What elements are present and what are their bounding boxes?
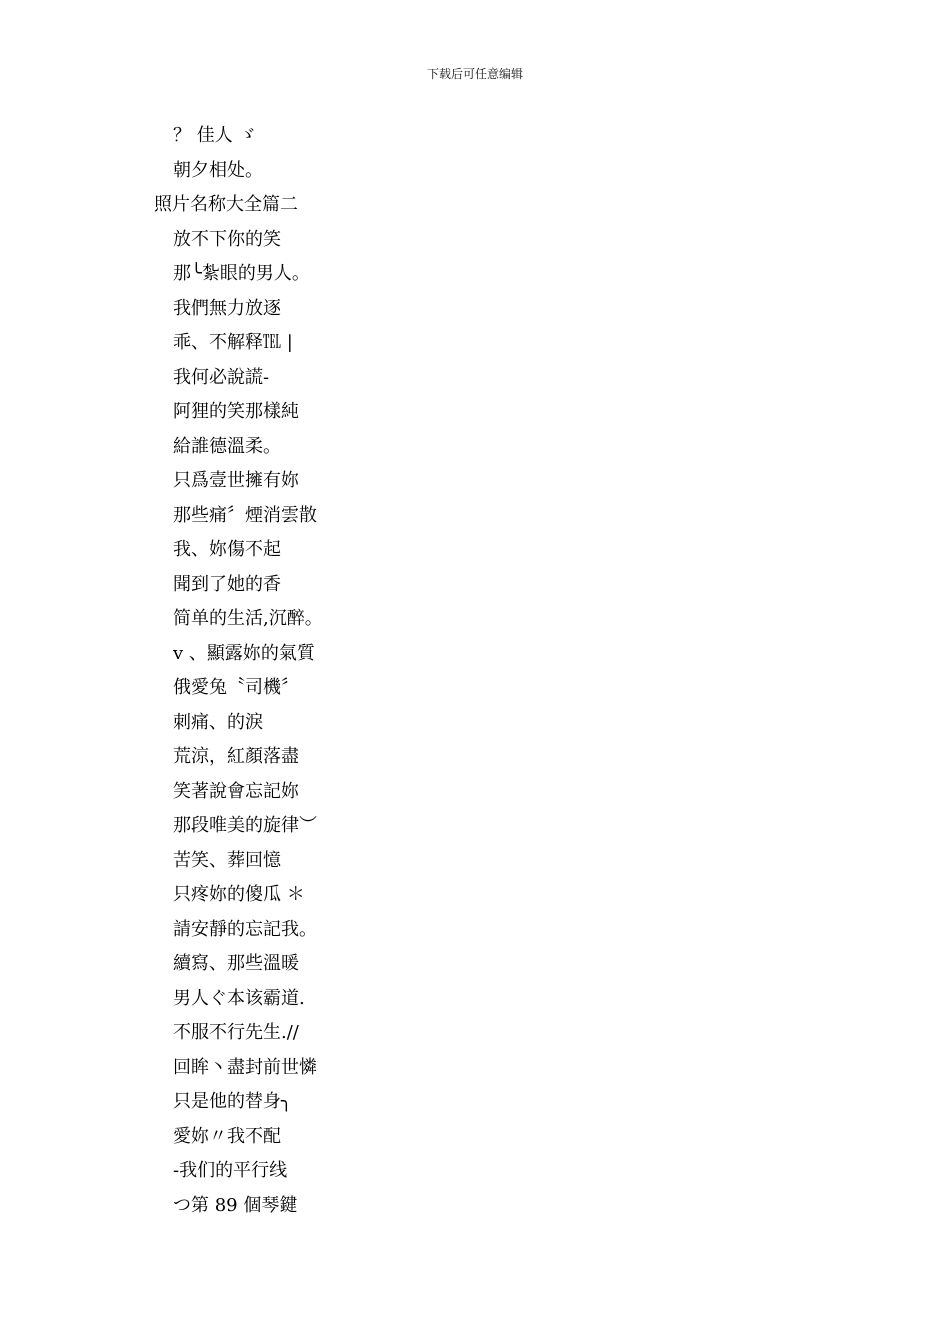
text-line: 我何必說謊- [173,366,270,388]
text-line: 只爲壹世擁有妳 [173,470,299,491]
text-line: 乖、不解释℡ | [173,332,293,353]
text-line: 那段唯美的旋律︶ [173,815,317,836]
text-line: -我们的平行线 [173,1160,288,1181]
text-line: 放不下你的笑 [173,228,281,250]
text-line: ？ 佳人 ゞ [173,125,257,146]
section-heading: 照片名称大全篇二 [154,194,298,215]
text-line: 只是他的替身╮ [173,1091,292,1112]
text-line: 朝夕相处。 [173,159,263,181]
text-line: 简单的生活,沉醉。 [173,608,323,629]
text-line: 笑著說會忘記妳 [173,780,299,802]
text-line: 續寫、那些溫暖 [173,953,299,974]
text-line: 只疼妳的傻瓜 ＊ [173,884,305,905]
text-line: 請安靜的忘記我。 [173,918,317,940]
text-line: 不服不行先生.// [173,1022,299,1043]
text-line: v 、顯露妳的氣質 [173,642,315,664]
text-line: 男人ぐ本该霸道. [173,987,305,1009]
text-line: 那╰紮眼的男人。 [173,263,310,284]
text-line: つ第 89 個琴鍵 [173,1194,298,1216]
text-line: 我們無力放逐 [173,297,281,319]
text-line: 荒涼，紅顏落盡 [173,746,299,767]
text-line: 回眸丶盡封前世憐 [173,1056,317,1078]
text-line: 愛妳〃我不配 [173,1125,281,1147]
text-line: 苦笑、葬回憶 [173,849,281,871]
text-line: 我、妳傷不起 [173,539,281,560]
page-header: 下载后可任意编辑 [426,67,523,81]
text-line: 那些痛〞煙消雲散 [173,504,317,526]
text-line: 給誰德溫柔。 [173,435,281,457]
document-body [154,119,794,1223]
text-line: 阿狸的笑那樣純 [173,401,299,422]
text-line: 俄愛兔〝司機〞 [173,677,299,698]
text-line: 刺痛、的淚 [173,711,263,733]
text-line: 聞到了她的香 [173,573,281,595]
